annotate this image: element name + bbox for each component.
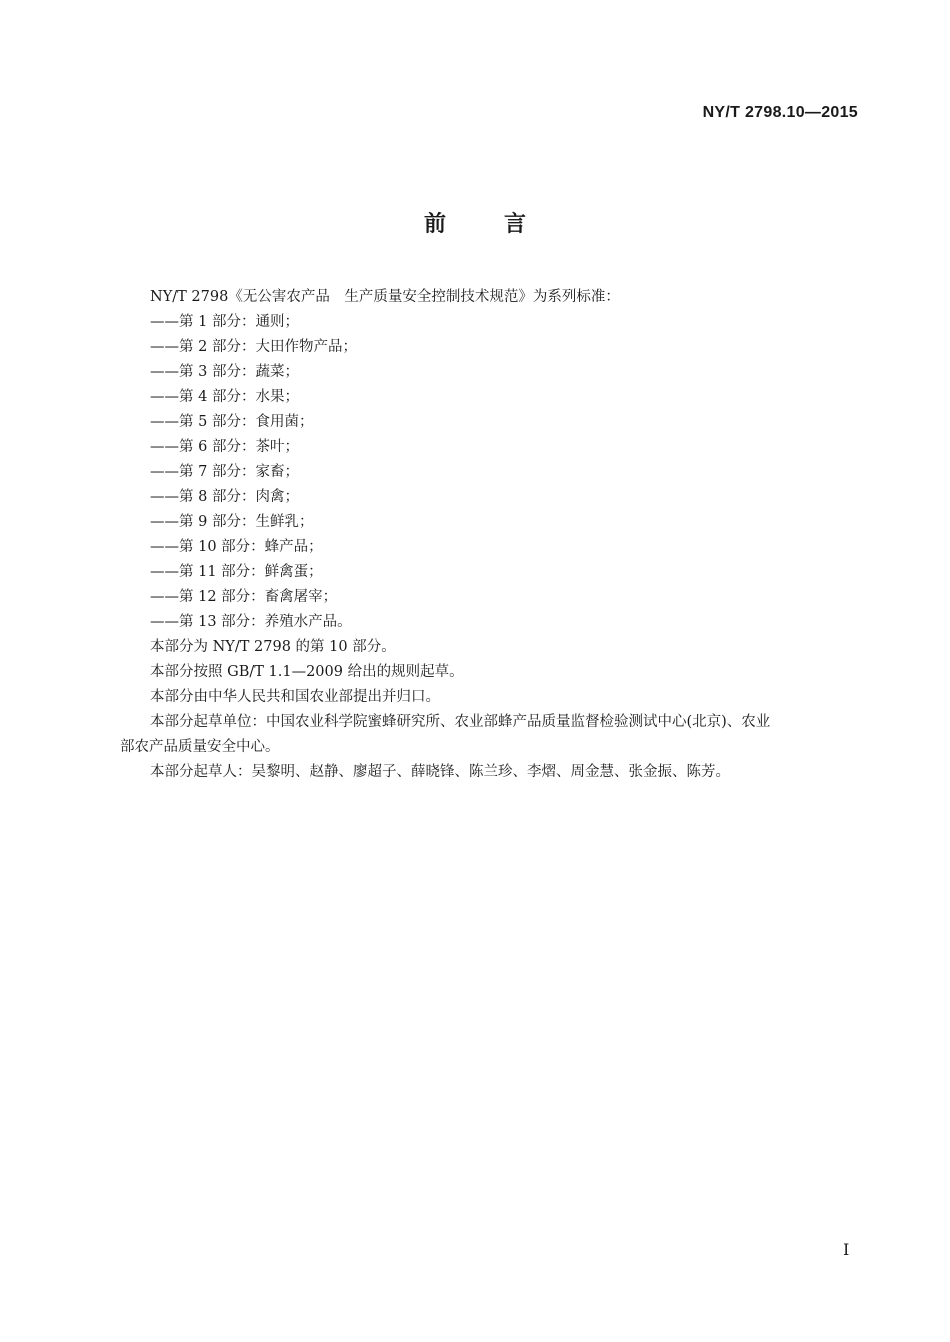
part-item: ——第 4 部分：水果； — [150, 389, 299, 405]
drafting-rules-statement: 本部分按照 GB/T 1.1—2009 给出的规则起草。 — [150, 664, 464, 680]
part-item: ——第 6 部分：茶叶； — [150, 439, 299, 455]
part-item: ——第 13 部分：养殖水产品。 — [150, 614, 352, 630]
intro-paragraph: NY/T 2798《无公害农产品 生产质量安全控制技术规范》为系列标准： — [150, 289, 620, 305]
part-of-statement: 本部分为 NY/T 2798 的第 10 部分。 — [150, 639, 396, 655]
foreword-content — [120, 285, 864, 785]
standard-number: NY/T 2798.10—2015 — [702, 104, 858, 121]
part-item: ——第 11 部分：鲜禽蛋； — [150, 564, 323, 580]
drafters-statement: 本部分起草人：吴黎明、赵静、廖超子、薛晓锋、陈兰珍、李熠、周金慧、张金振、陈芳。 — [150, 764, 730, 780]
part-item: ——第 7 部分：家畜； — [150, 464, 299, 480]
part-item: ——第 3 部分：蔬菜； — [150, 364, 299, 380]
part-item: ——第 1 部分：通则； — [150, 314, 299, 330]
part-item: ——第 10 部分：蜂产品； — [150, 539, 323, 555]
proposed-by-statement: 本部分由中华人民共和国农业部提出并归口。 — [150, 689, 440, 705]
drafting-units-line-1: 本部分起草单位：中国农业科学院蜜蜂研究所、农业部蜂产品质量监督检验测试中心(北京)、农业 — [150, 714, 771, 730]
part-item: ——第 9 部分：生鲜乳； — [150, 514, 314, 530]
page-number: I — [843, 1240, 850, 1259]
page-title: 前言 — [423, 212, 584, 237]
part-item: ——第 2 部分：大田作物产品； — [150, 339, 357, 355]
part-item: ——第 8 部分：肉禽； — [150, 489, 299, 505]
part-item: ——第 12 部分：畜禽屠宰； — [150, 589, 338, 605]
drafting-units-line-2: 部农产品质量安全中心。 — [120, 739, 280, 755]
part-item: ——第 5 部分：食用菌； — [150, 414, 314, 430]
